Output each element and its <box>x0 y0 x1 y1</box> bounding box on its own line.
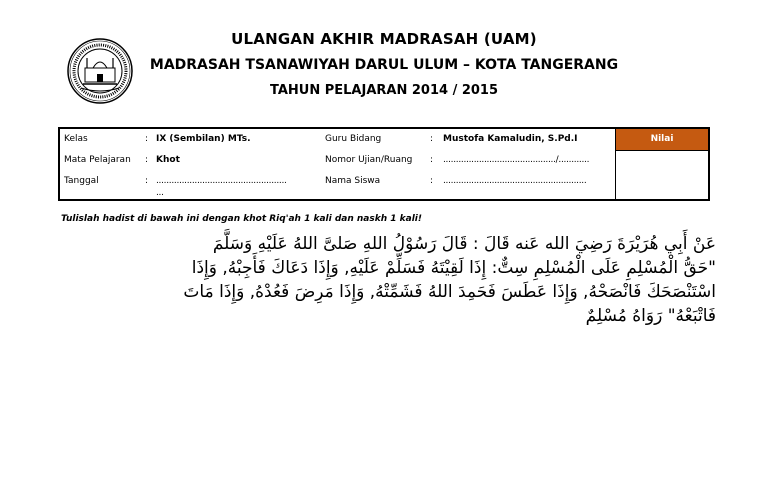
nomor-field[interactable]: ............................................/............ <box>443 155 590 165</box>
colon: : <box>145 134 149 144</box>
hadith-line: عَنْ أَبِي هُرَيْرَةَ رَضِيَ الله عَنه قَالَ : قَالَ رَسُوْلُ اللهِ صَلىَّ اللهُ عَلَيْهِ وَسَلَّمَ <box>212 234 716 254</box>
score-box <box>615 129 708 199</box>
mapel-value: Khot <box>156 155 180 165</box>
nomor-label: Nomor Ujian/Ruang <box>325 155 413 165</box>
mapel-label: Mata Pelajaran <box>64 155 131 165</box>
instruction-text: Tulislah hadist di bawah ini dengan khot Riq'ah 1 kali dan naskh 1 kali! <box>61 214 422 224</box>
student-info-box <box>58 127 710 201</box>
hadith-line: "حَقُّ الْمُسْلِمِ عَلَى الْمُسْلِمِ سِتٌّ: إِذَا لَقِيْتَهُ فَسَلِّمْ عَلَيْهِ, وَإِذَا دَعَاكَ فَأَجِبْهُ, وَإِذَا <box>191 258 716 278</box>
kelas-value: IX (Sembilan) MTs. <box>156 134 251 144</box>
hadith-line: فَاتْبَعْهُ" رَوَاهُ مُسْلِمٌ <box>585 306 716 326</box>
colon: : <box>430 176 434 186</box>
academic-year: TAHUN PELAJARAN 2014 / 2015 <box>269 83 499 98</box>
tanggal-field-continuation: ... <box>156 188 164 198</box>
kelas-label: Kelas <box>64 134 88 144</box>
nama-field[interactable]: ........................................................ <box>443 176 587 186</box>
exam-title: ULANGAN AKHIR MADRASAH (UAM) <box>231 30 537 48</box>
colon: : <box>430 134 434 144</box>
score-label: Nilai <box>616 129 708 151</box>
tanggal-field[interactable]: ................................................... <box>156 176 287 186</box>
colon: : <box>430 155 434 165</box>
nama-label: Nama Siswa <box>325 176 381 186</box>
hadith-text <box>56 232 716 328</box>
guru-label: Guru Bidang <box>325 134 382 144</box>
guru-value: Mustofa Kamaludin, S.Pd.I <box>443 134 578 144</box>
tanggal-label: Tanggal <box>64 176 99 186</box>
colon: : <box>145 176 149 186</box>
school-name: MADRASAH TSANAWIYAH DARUL ULUM – KOTA TANGERANG <box>149 57 619 73</box>
colon: : <box>145 155 149 165</box>
hadith-line: اسْتَنْصَحَكَ فَانْصَحْهُ, وَإِذَا عَطَسَ فَحَمِدَ اللهُ فَشَمِّتْهُ, وَإِذَا مَرِضَ فَعُدْهُ, وَإِذَا مَاتَ <box>183 282 716 302</box>
